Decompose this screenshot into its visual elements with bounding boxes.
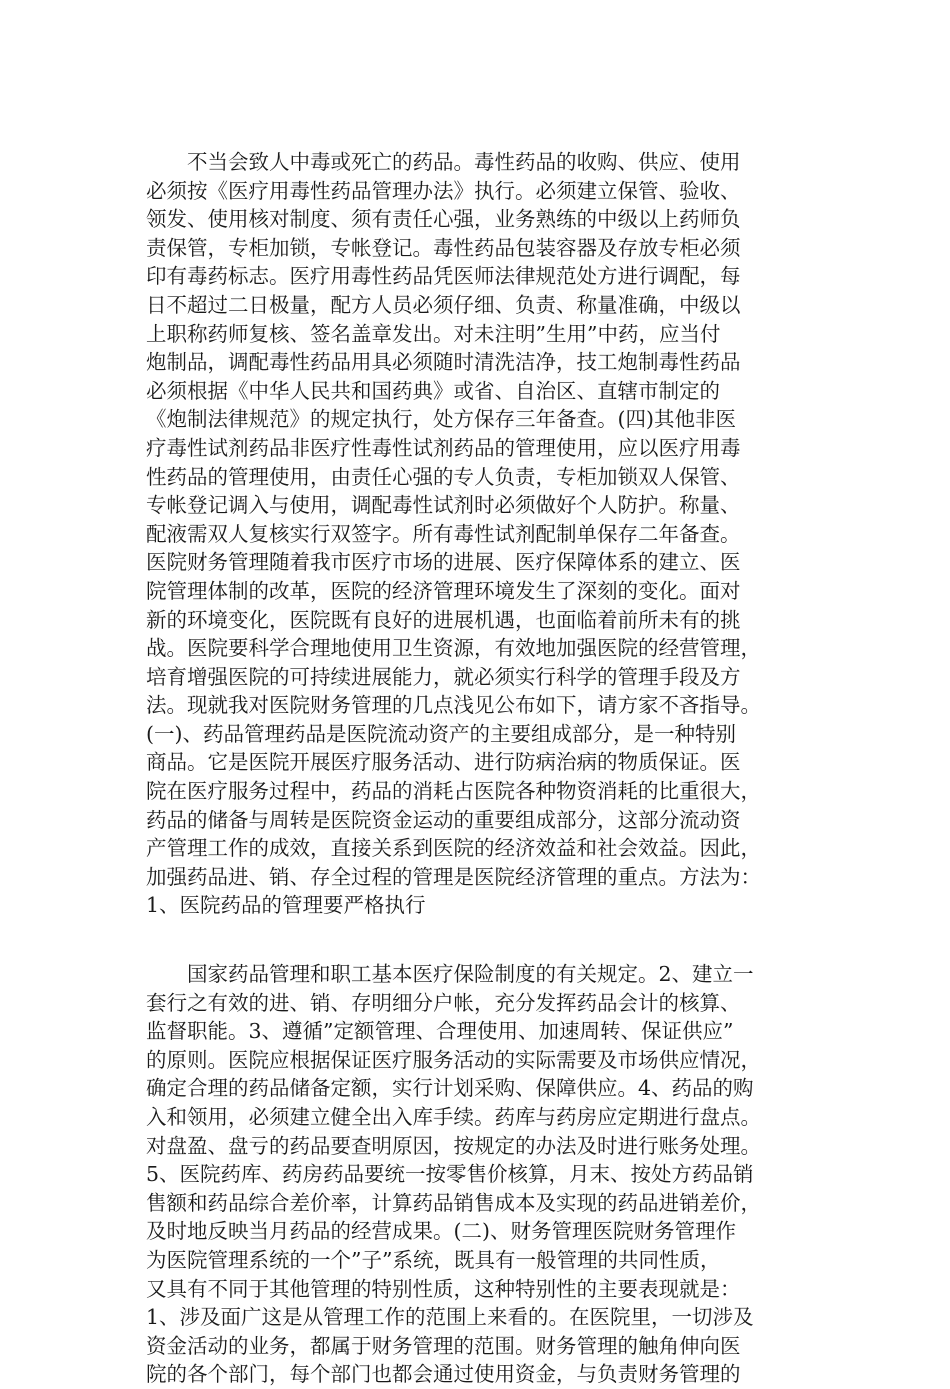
text-line: 为医院管理系统的一个”子”系统，既具有一般管理的共同性质， — [146, 1247, 721, 1272]
text-line: 加强药品进、销、存全过程的管理是医院经济管理的重点。方法为： — [146, 864, 761, 889]
text-line: 售额和药品综合差价率，计算药品销售成本及实现的药品进销差价， — [146, 1190, 761, 1215]
text-line: 5、医院药库、药房药品要统一按零售价核算，月末、按处方药品销 — [146, 1162, 754, 1187]
text-line: 商品。它是医院开展医疗服务活动、进行防病治病的物质保证。医 — [146, 750, 741, 775]
text-line: 又具有不同于其他管理的特别性质，这种特别性的主要表现就是： — [146, 1276, 741, 1301]
paragraph-2 — [146, 960, 822, 1389]
text-line: 院在医疗服务过程中，药品的消耗占医院各种物资消耗的比重很大， — [146, 779, 761, 804]
text-line: 新的环境变化，医院既有良好的进展机遇，也面临着前所未有的挑 — [146, 607, 741, 632]
text-line: (一)、药品管理药品是医院流动资产的主要组成部分，是一种特别 — [146, 721, 736, 746]
text-line: 必须按《医疗用毒性药品管理办法》执行。必须建立保管、验收、 — [146, 178, 741, 203]
paragraph-1 — [146, 148, 822, 920]
text-line: 领发、使用核对制度、须有责任心强，业务熟练的中级以上药师负 — [146, 207, 741, 232]
document-page — [146, 148, 822, 1389]
text-line: 确定合理的药品储备定额，实行计划采购、保障供应。4、药品的购 — [146, 1076, 754, 1101]
text-line: 资金活动的业务，都属于财务管理的范围。财务管理的触角伸向医 — [146, 1333, 741, 1358]
text-line: 不当会致人中毒或死亡的药品。毒性药品的收购、供应、使用 — [146, 150, 741, 174]
text-line: 培育增强医院的可持续进展能力，就必须实行科学的管理手段及方 — [146, 664, 741, 689]
paragraph-gap — [146, 920, 822, 960]
text-line: 必须根据《中华人民共和国药典》或省、自治区、直辖市制定的 — [146, 378, 720, 403]
text-line: 院的各个部门，每个部门也都会通过使用资金，与负责财务管理的 — [146, 1362, 741, 1387]
text-line: 疗毒性试剂药品非医疗性毒性试剂药品的管理使用，应以医疗用毒 — [146, 435, 741, 460]
text-line: 套行之有效的进、销、存明细分户帐，充分发挥药品会计的核算、 — [146, 990, 741, 1015]
text-line: 对盘盈、盘亏的药品要查明原因，按规定的办法及时进行账务处理。 — [146, 1133, 761, 1158]
text-line: 入和领用，必须建立健全出入库手续。药库与药房应定期进行盘点。 — [146, 1105, 761, 1129]
text-line: 印有毒药标志。医疗用毒性药品凭医师法律规范处方进行调配，每 — [146, 264, 741, 289]
text-line: 战。医院要科学合理地使用卫生资源，有效地加强医院的经营管理， — [146, 636, 761, 661]
text-line: 1、医院药品的管理要严格执行 — [146, 893, 426, 918]
text-line: 性药品的管理使用，由责任心强的专人负责，专柜加锁双人保管、 — [146, 464, 741, 489]
text-line: 专帐登记调入与使用，调配毒性试剂时必须做好个人防护。称量、 — [146, 493, 741, 518]
text-line: 上职称药师复核、签名盖章发出。对未注明”生用”中药，应当付 — [146, 321, 721, 346]
text-line: 的原则。医院应根据保证医疗服务活动的实际需要及市场供应情况， — [146, 1047, 761, 1072]
text-line: 药品的储备与周转是医院资金运动的重要组成部分，这部分流动资 — [146, 807, 741, 832]
text-line: 监督职能。3、遵循”定额管理、合理使用、加速周转、保证供应” — [146, 1019, 734, 1044]
text-line: 国家药品管理和职工基本医疗保险制度的有关规定。2、建立一 — [146, 962, 754, 987]
text-line: 1、涉及面广这是从管理工作的范围上来看的。在医院里，一切涉及 — [146, 1305, 754, 1330]
text-line: 医院财务管理随着我市医疗市场的进展、医疗保障体系的建立、医 — [146, 550, 741, 575]
text-line: 日不超过二日极量，配方人员必须仔细、负责、称量准确，中级以 — [146, 292, 741, 317]
text-line: 《炮制法律规范》的规定执行，处方保存三年备查。(四)其他非医 — [146, 407, 736, 432]
text-line: 配液需双人复核实行双签字。所有毒性试剂配制单保存二年备查。 — [146, 521, 741, 546]
text-line: 责保管，专柜加锁，专帐登记。毒性药品包装容器及存放专柜必须 — [146, 235, 741, 260]
text-line: 及时地反映当月药品的经营成果。(二)、财务管理医院财务管理作 — [146, 1219, 736, 1244]
text-line: 炮制品，调配毒性药品用具必须随时清洗洁净，技工炮制毒性药品 — [146, 350, 741, 375]
text-line: 院管理体制的改革，医院的经济管理环境发生了深刻的变化。面对 — [146, 578, 741, 603]
text-line: 产管理工作的成效，直接关系到医院的经济效益和社会效益。因此， — [146, 836, 761, 861]
text-line: 法。现就我对医院财务管理的几点浅见公布如下，请方家不吝指导。 — [146, 693, 761, 718]
